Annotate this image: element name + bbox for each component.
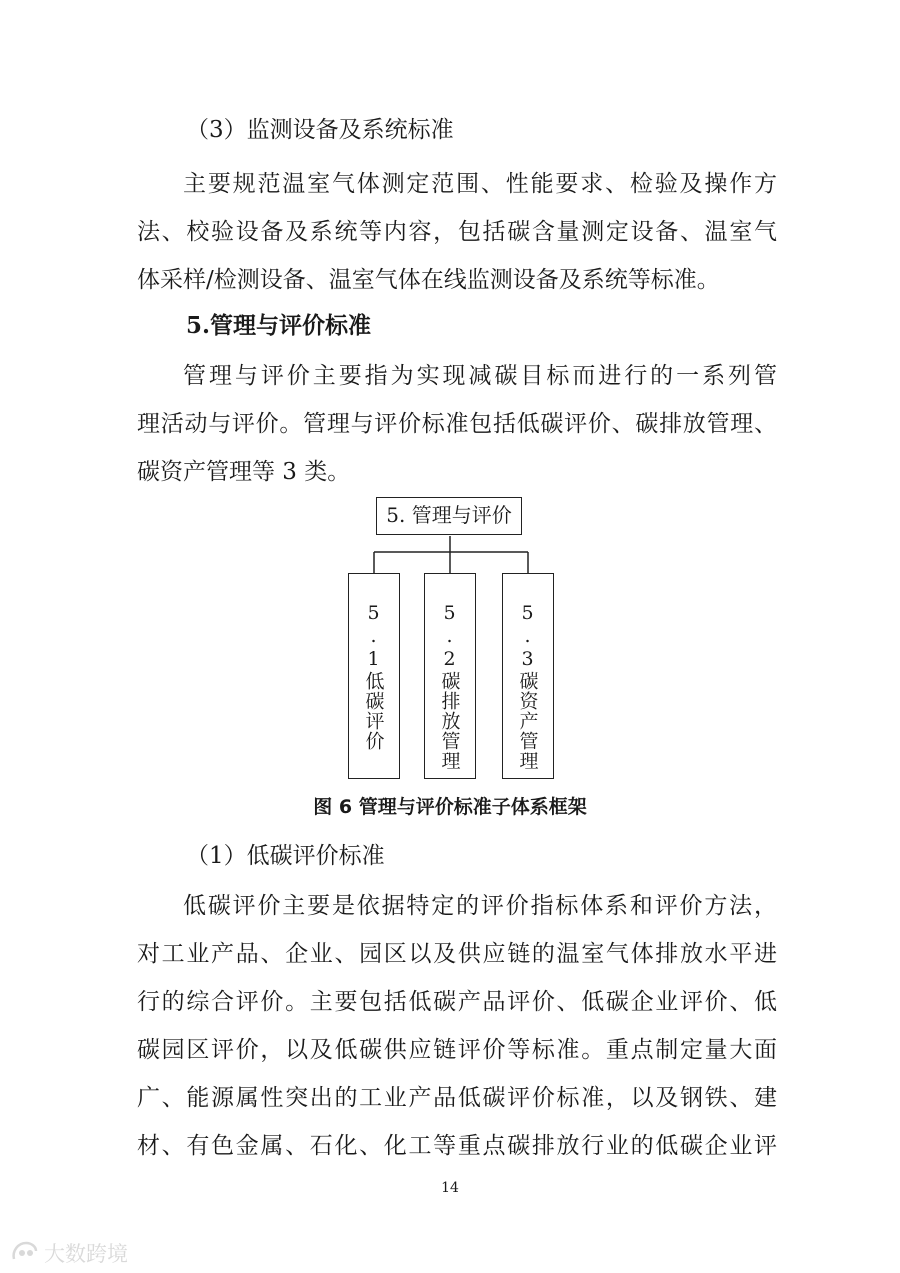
watermark-logo-icon [10,1239,40,1268]
paragraph-line: 管理与评价主要指为实现减碳目标而进行的一系列管 [183,363,777,389]
low-carbon-heading: （1）低碳评价标准 [186,843,385,869]
section-3-paragraph [137,160,777,304]
diagram-child-low-carbon: 5.1低碳评价 [348,573,400,779]
section-3-heading: （3）监测设备及系统标准 [186,117,454,143]
diagram-child-asset-mgmt: 5.3碳资产管理 [502,573,554,779]
paragraph-line: 广、能源属性突出的工业产品低碳评价标准，以及钢铁、建 [137,1085,777,1111]
paragraph-line: 碳资产管理等 3 类。 [137,459,351,485]
framework-diagram [340,496,560,786]
paragraph-line: 理活动与评价。管理与评价标准包括低碳评价、碳排放管理、 [137,411,777,437]
watermark [10,1238,128,1268]
paragraph-line: 对工业产品、企业、园区以及供应链的温室气体排放水平进 [137,941,777,967]
paragraph-line: 碳园区评价，以及低碳供应链评价等标准。重点制定量大面 [137,1037,777,1063]
diagram-root-box: 5. 管理与评价 [376,497,522,535]
paragraph-line: 体采样/检测设备、温室气体在线监测设备及系统等标准。 [137,267,720,293]
low-carbon-paragraph [137,882,777,1170]
section-5-paragraph [137,352,777,496]
paragraph-line: 低碳评价主要是依据特定的评价指标体系和评价方法， [183,893,777,919]
diagram-child-emission-mgmt: 5.2碳排放管理 [424,573,476,779]
section-5-heading: 5.管理与评价标准 [186,312,372,339]
paragraph-line: 行的综合评价。主要包括低碳产品评价、低碳企业评价、低 [137,989,777,1015]
paragraph-line: 材、有色金属、石化、化工等重点碳排放行业的低碳企业评 [137,1133,777,1159]
figure-caption: 图 6 管理与评价标准子体系框架 [313,796,587,818]
watermark-text: 大数跨境 [44,1242,128,1266]
paragraph-line: 法、校验设备及系统等内容，包括碳含量测定设备、温室气 [137,219,777,245]
paragraph-line: 主要规范温室气体测定范围、性能要求、检验及操作方 [183,171,777,197]
page-number: 14 [441,1180,459,1196]
